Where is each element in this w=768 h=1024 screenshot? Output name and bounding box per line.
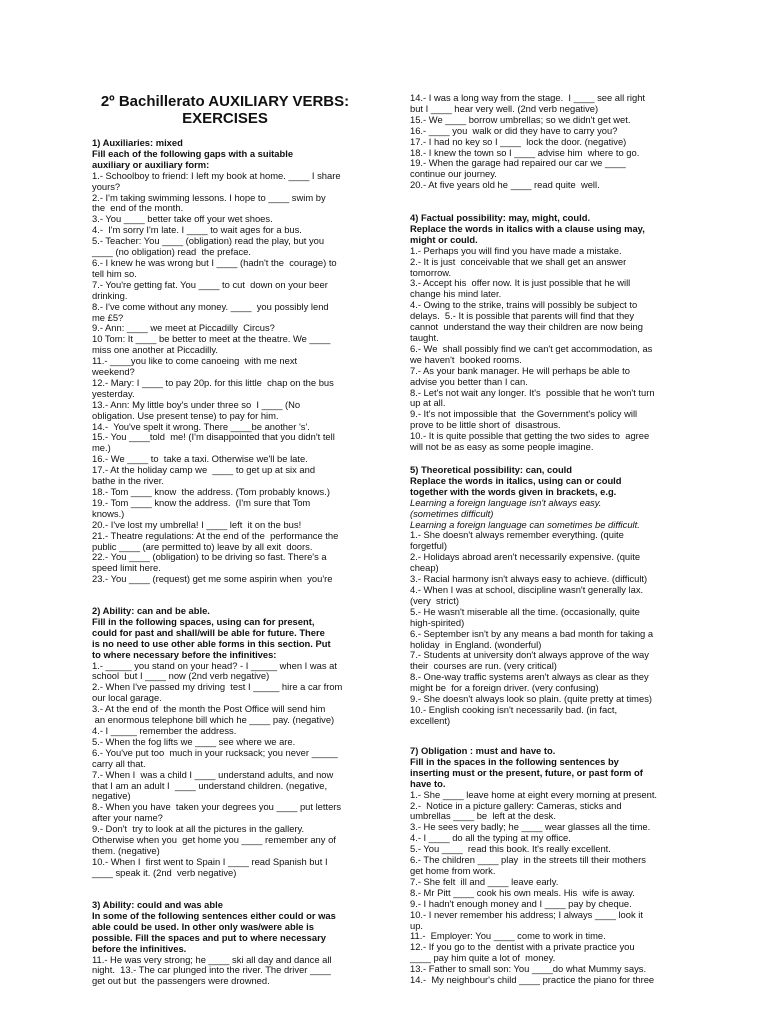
- section-instruction: auxiliary or auxiliary form:: [92, 158, 210, 170]
- section-obligation: [410, 746, 692, 986]
- exercise-line: drinking.: [92, 289, 128, 301]
- exercise-line: yours?: [92, 180, 121, 192]
- exercise-line: 6.- The children ____ play in the streets till their mothers: [410, 854, 646, 866]
- exercise-line: ____ pay him quite a lot of money.: [410, 952, 556, 964]
- exercise-line: up at all.: [410, 397, 446, 409]
- exercise-line: 4.- I ____ do all the typing at my office.: [410, 832, 571, 844]
- section-heading: 2) Ability: can and be able.: [92, 605, 210, 616]
- section-auxiliaries-mixed: [92, 138, 358, 585]
- title-line-2: EXERCISES: [182, 110, 268, 127]
- exercise-line: 6.- We shall possibly find we can't get accommodation, as: [410, 342, 653, 354]
- exercise-line: 9.- Don't try to look at all the pictures in the gallery.: [92, 823, 305, 835]
- exercise-line: 4.- Owing to the strike, trains will possibly be subject to: [410, 299, 638, 311]
- section-heading: 5) Theoretical possibility: can, could: [410, 464, 573, 475]
- section-instruction: In some of the following sentences either could or was: [92, 909, 336, 921]
- exercise-line: miss one another at Piccadilly.: [92, 344, 218, 356]
- exercise-line: 3.- At the end of the month the Post Office will send him: [92, 703, 326, 715]
- exercise-line: 3.- You ____ better take off your wet shoes.: [92, 213, 273, 225]
- exercise-line: might be for a foreign driver. (very confusing): [410, 682, 599, 694]
- exercise-line: 6.- September isn't by any means a bad month for taking a: [410, 627, 654, 639]
- exercise-line: 2.- When I've passed my driving test I _____ hire a car from: [92, 681, 343, 693]
- exercise-line: 10.- I never remember his address; I always ____ look it: [410, 908, 643, 920]
- exercise-line: our local garage.: [92, 692, 162, 704]
- exercise-line: their courses are run. (very critical): [410, 660, 557, 672]
- exercise-line: 18.- I knew the town so I ____ advise him where to go.: [410, 146, 640, 158]
- exercise-line: 4.- I _____ remember the address.: [92, 724, 237, 736]
- exercise-line: 5.- When the fog lifts we ____ see where we are.: [92, 735, 296, 747]
- exercise-line: night. 13.- The car plunged into the river. The driver ____: [92, 964, 331, 976]
- section-heading: 4) Factual possibility: may, might, could.: [410, 212, 591, 223]
- section-instruction: is no need to use other able forms in this section. Put: [92, 637, 331, 649]
- exercise-line: cannot understand the way their children are now being: [410, 321, 643, 333]
- exercise-line: 2.- I'm taking swimming lessons. I hope to ____ swim by: [92, 191, 326, 203]
- exercise-line: up.: [410, 919, 424, 931]
- exercise-line: 6.- You've put too much in your rucksack; you never _____: [92, 746, 338, 758]
- title-line-1: 2º Bachillerato AUXILIARY VERBS:: [100, 93, 350, 110]
- exercise-line: 15.- We ____ borrow umbrellas; so we didn't get wet.: [410, 113, 631, 125]
- section-ability-could-was-able: [92, 900, 358, 987]
- exercise-line: taught.: [410, 331, 439, 343]
- exercise-line: 17.- At the holiday camp we ____ to get up at six and: [92, 464, 316, 476]
- exercise-line: 16.- We ____ to take a taxi. Otherwise we'll be late.: [92, 453, 308, 465]
- exercise-line: 21.- Theatre regulations: At the end of the performance the: [92, 529, 339, 541]
- exercise-line: 9.- I hadn't enough money and I ____ pay by cheque.: [410, 897, 632, 909]
- section-instruction: inserting must or the present, future, or past form of: [410, 766, 643, 778]
- exercise-line: 9.- It's not impossible that the Government's policy will: [410, 408, 638, 420]
- exercise-line: holiday in England. (wonderful): [410, 638, 542, 650]
- exercise-line: but I ____ hear very well. (2nd verb negative): [410, 102, 599, 114]
- exercise-line: high-spirited): [410, 616, 465, 628]
- section-instruction: Replace the words in italics with a clause using may,: [410, 222, 645, 234]
- exercise-line: 19.- When the garage had repaired our car we ____: [410, 157, 626, 169]
- exercise-line: 5.- You ____ read this book. It's really excellent.: [410, 843, 611, 855]
- exercise-line: 14.- You've spelt it wrong. There ____be another 's'.: [92, 420, 310, 432]
- exercise-line: 8.- Let's not wait any longer. It's possible that he won't turn: [410, 386, 655, 398]
- section-instruction: together with the words given in brackets, e.g.: [410, 485, 617, 497]
- exercise-line: excellent): [410, 714, 451, 726]
- exercise-line: 3.- Racial harmony isn't always easy to achieve. (difficult): [410, 573, 648, 585]
- exercise-line: knows.): [92, 507, 125, 519]
- exercise-line: them. (negative): [92, 844, 160, 856]
- exercise-line: 4.- I'm sorry I'm late. I ____ to wait ages for a bus.: [92, 224, 302, 236]
- exercise-line: 1.- She doesn't always remember everything. (quite: [410, 529, 624, 541]
- exercise-line: 16.- ____ you walk or did they have to carry you?: [410, 124, 618, 136]
- exercise-line: 1.- She ____ leave home at eight every morning at present.: [410, 788, 658, 800]
- exercise-line: carry all that.: [92, 757, 146, 769]
- exercise-line: 18.- Tom ____ know the address. (Tom probably knows.): [92, 486, 330, 497]
- section-ability-could-was-able-continued: [410, 93, 692, 191]
- exercise-line: forgetful): [410, 540, 447, 552]
- exercise-line: continue our journey.: [410, 168, 497, 180]
- exercise-line: bathe in the river.: [92, 475, 164, 487]
- section-instruction: Fill in the spaces in the following sentences by: [410, 755, 619, 767]
- section-theoretical-possibility: [410, 465, 692, 727]
- exercise-line: me £5?: [92, 311, 124, 323]
- exercise-line: 7.- As your bank manager. He will perhaps be able to: [410, 364, 630, 376]
- exercise-line: 22.- You ____ (obligation) to be driving so fast. There's a: [92, 551, 327, 563]
- exercise-line: 11.- ____you like to come canoeing with me next: [92, 355, 298, 367]
- example-line: Learning a foreign language isn't always easy.: [410, 496, 602, 508]
- exercise-line: me.): [92, 442, 111, 454]
- exercise-line: 7.- She felt ill and ____ leave early.: [410, 875, 559, 887]
- exercise-line: 8.- One-way traffic systems aren't always as clear as they: [410, 671, 649, 683]
- exercise-line: 5.- Teacher: You ____ (obligation) read the play, but you: [92, 235, 325, 247]
- exercise-line: 17.- I had no key so I ____ lock the door. (negative): [410, 135, 627, 147]
- exercise-line: get home from work.: [410, 864, 496, 876]
- exercise-line: school but I ____ now (2nd verb negative): [92, 670, 270, 682]
- section-instruction: to where necessary before the infinitives:: [92, 648, 277, 660]
- exercise-line: ____ speak it. (2nd verb negative): [92, 866, 237, 878]
- exercise-line: after your name?: [92, 812, 163, 824]
- section-instruction: able could be used. In other only was/were able is: [92, 920, 314, 932]
- exercise-line: 8.- When you have taken your degrees you ____ put letters: [92, 801, 342, 813]
- exercise-line: 1.- Schoolboy to friend: I left my book at home. ____ I share: [92, 169, 341, 181]
- exercise-line: prove to be little short of disastrous.: [410, 419, 561, 431]
- exercise-line: tell him so.: [92, 267, 137, 279]
- exercise-line: 19.- Tom ____ know the address. (I'm sure that Tom: [92, 496, 311, 508]
- exercise-line: 12.- If you go to the dentist with a private practice you: [410, 941, 635, 953]
- exercise-line: yesterday.: [92, 387, 135, 399]
- exercise-line: 8.- I've come without any money. ____ you possibly lend: [92, 300, 329, 312]
- section-ability-can-be-able: [92, 606, 358, 879]
- exercise-line: cheap): [410, 562, 439, 574]
- section-factual-possibility: [410, 213, 692, 453]
- example-line: (sometimes difficult): [410, 507, 494, 519]
- exercise-line: 15.- You ____told me! (I'm disappointed that you didn't tell: [92, 431, 335, 443]
- exercise-line: 10 Tom: It ____ be better to meet at the theatre. We ____: [92, 333, 331, 345]
- section-instruction: Fill in the following spaces, using can for present,: [92, 615, 315, 627]
- exercise-line: advise you better than I can.: [410, 375, 528, 387]
- exercise-line: (very strict): [410, 594, 459, 606]
- exercise-line: 7.- When I was a child I ____ understand adults, and now: [92, 768, 334, 780]
- example-line: Learning a foreign language can sometimes be difficult.: [410, 518, 640, 530]
- exercise-line: umbrellas ____ be left at the desk.: [410, 810, 556, 822]
- exercise-line: 8.- Mr Pitt ____ cook his own meals. His wife is away.: [410, 886, 635, 898]
- exercise-line: 2.- Holidays abroad aren't necessarily expensive. (quite: [410, 551, 641, 563]
- exercise-line: 11.- Employer: You ____ come to work in time.: [410, 930, 606, 942]
- exercise-line: Otherwise when you get home you ____ remember any of: [92, 834, 336, 846]
- exercise-line: 6.- I knew he was wrong but I ____ (hadn't the courage) to: [92, 256, 337, 268]
- exercise-line: 23.- You ____ (request) get me some aspirin when you're: [92, 573, 333, 585]
- exercise-line: obligation. Use present tense) to pay for him.: [92, 409, 279, 421]
- exercise-line: change his mind later.: [410, 288, 502, 300]
- exercise-line: 1.- _____ you stand on your head? - I _____ when I was at: [92, 659, 337, 671]
- exercise-line: we haven't booked rooms.: [410, 353, 522, 365]
- exercise-line: 14.- I was a long way from the stage. I ____ see all right: [410, 92, 646, 103]
- exercise-line: an enormous telephone bill which he ____ pay. (negative): [92, 714, 335, 726]
- exercise-line: delays. 5.- It is possible that parents will find that they: [410, 310, 635, 322]
- exercise-line: 7.- Students at university don't always approve of the way: [410, 649, 649, 661]
- exercise-line: 14.- My neighbour's child ____ practice the piano for three: [410, 974, 655, 986]
- exercise-line: speed limit here.: [92, 562, 161, 574]
- exercise-line: 12.- Mary: I ____ to pay 20p. for this little chap on the bus: [92, 376, 334, 388]
- exercise-line: weekend?: [92, 366, 135, 378]
- section-instruction: might or could.: [410, 233, 478, 245]
- exercise-line: 7.- You're getting fat. You ____ to cut down on your beer: [92, 278, 328, 290]
- section-instruction: possible. Fill the spaces and put to where necessary: [92, 931, 326, 943]
- exercise-line: will not be as easy as some people imagine.: [410, 441, 594, 453]
- exercise-line: 10.- English cooking isn't necessarily bad. (in fact,: [410, 703, 618, 715]
- section-heading: 1) Auxiliaries: mixed: [92, 137, 183, 148]
- exercise-line: ____ (no obligation) read the preface.: [92, 246, 251, 258]
- exercise-line: 5.- He wasn't miserable all the time. (occasionally, quite: [410, 605, 640, 617]
- exercise-line: the end of the month.: [92, 202, 184, 214]
- exercise-line: 10.- When I first went to Spain I ____ read Spanish but I: [92, 855, 328, 867]
- exercise-line: 13.- Ann: My little boy's under three so I ____ (No: [92, 398, 301, 410]
- exercise-line: get out but the passengers were drowned.: [92, 975, 270, 987]
- exercise-line: 20.- At five years old he ____ read quite well.: [410, 179, 600, 191]
- exercise-line: 10.- It is quite possible that getting the two sides to agree: [410, 430, 650, 442]
- exercise-line: 9.- Ann: ____ we meet at Piccadilly Circus?: [92, 322, 275, 334]
- section-heading: 3) Ability: could and was able: [92, 899, 223, 910]
- exercise-line: tomorrow.: [410, 266, 452, 278]
- exercise-line: 11.- He was very strong; he ____ ski all day and dance all: [92, 953, 332, 965]
- exercise-line: negative): [92, 790, 131, 802]
- section-instruction: before the infinitives.: [92, 942, 187, 954]
- exercise-line: 13.- Father to small son: You ____do what Mummy says.: [410, 963, 647, 975]
- page-title: [92, 93, 358, 127]
- exercise-line: 3.- He sees very badly; he ____ wear glasses all the time.: [410, 821, 651, 833]
- exercise-line: public ____ (are permitted to) leave by all exit doors.: [92, 540, 313, 552]
- exercise-line: 1.- Perhaps you will find you have made a mistake.: [410, 244, 622, 256]
- section-heading: 7) Obligation : must and have to.: [410, 745, 556, 756]
- section-instruction: Fill each of the following gaps with a suitable: [92, 147, 294, 159]
- exercise-line: 2.- It is just conceivable that we shall get an answer: [410, 255, 627, 267]
- exercise-line: that I am an adult I ____ understand children. (negative,: [92, 779, 328, 791]
- exercise-line: 20.- I've lost my umbrella! I ____ left it on the bus!: [92, 518, 302, 530]
- exercise-line: 4.- When I was at school, discipline wasn't generally lax.: [410, 583, 644, 595]
- section-instruction: could for past and shall/will be able for future. There: [92, 626, 325, 638]
- section-instruction: have to.: [410, 777, 446, 789]
- exercise-line: 3.- Accept his offer now. It is just possible that he will: [410, 277, 631, 289]
- exercise-line: 9.- She doesn't always look so plain. (quite pretty at times): [410, 693, 653, 705]
- exercise-line: 2.- Notice in a picture gallery: Cameras, sticks and: [410, 799, 622, 811]
- section-instruction: Replace the words in italics, using can or could: [410, 474, 622, 486]
